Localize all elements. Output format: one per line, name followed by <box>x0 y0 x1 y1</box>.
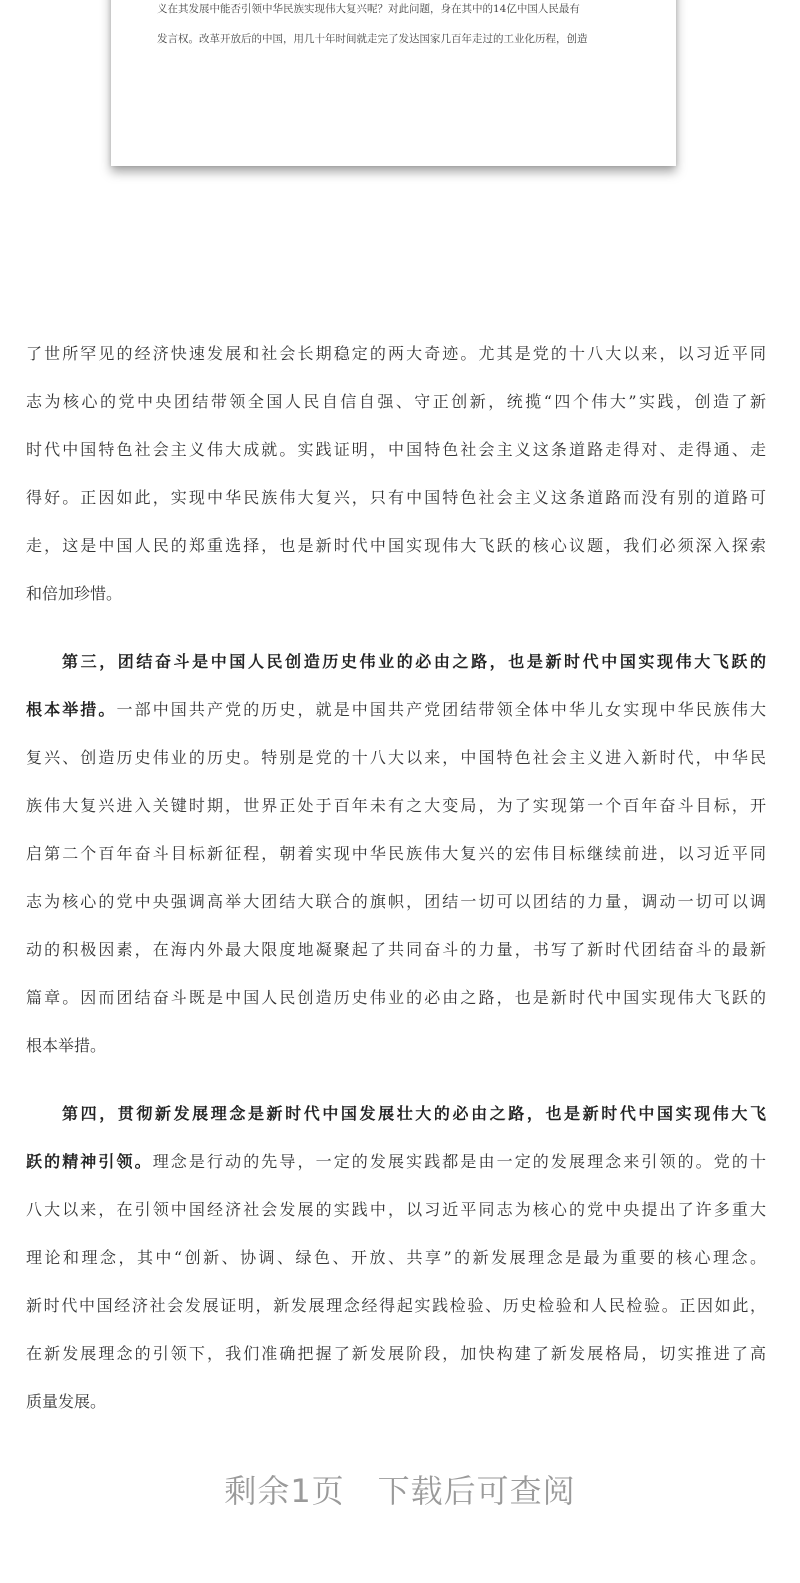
text-line: 动的积极因素，在海内外最大限度地凝聚起了共同奋斗的力量，书写了新时代团结奋斗的最新 <box>26 940 766 959</box>
text-line: 根本举措。 <box>26 1036 107 1055</box>
text-line: 篇章。因而团结奋斗既是中国人民创造历史伟业的必由之路，也是新时代中国实现伟大飞跃的 <box>26 988 766 1007</box>
text-line: 启第二个百年奋斗目标新征程，朝着实现中华民族伟大复兴的宏伟目标继续前进，以习近平同 <box>26 844 766 863</box>
article-body <box>26 330 766 1426</box>
text-line: 八大以来，在引领中国经济社会发展的实践中，以习近平同志为核心的党中央提出了许多重大 <box>26 1200 766 1219</box>
remaining-pages-prompt[interactable]: 剩余1页 下载后可查阅 <box>224 1472 576 1510</box>
text-line: 在新发展理念的引领下，我们准确把握了新发展阶段，加快构建了新发展格局，切实推进了高 <box>26 1344 766 1363</box>
section-heading: 第四，贯彻新发展理念是新时代中国发展壮大的必由之路，也是新时代中国实现伟大飞 <box>62 1104 766 1123</box>
text-line: 复兴、创造历史伟业的历史。特别是党的十八大以来，中国特色社会主义进入新时代，中华民 <box>26 748 766 767</box>
paragraph-1 <box>26 330 766 618</box>
text-span: 一部中国共产党的历史，就是中国共产党团结带领全体中华儿女实现中华民族伟大 <box>116 700 766 719</box>
paragraph-3 <box>26 1090 766 1426</box>
text-span: 理念是行动的先导，一定的发展实践都是由一定的发展理念来引领的。党的十 <box>152 1152 766 1171</box>
section-heading-end: 根本举措。 <box>26 700 117 719</box>
text-line: 理论和理念，其中“创新、协调、绿色、开放、共享”的新发展理念是最为重要的核心理念。 <box>26 1248 766 1267</box>
text-line: 新时代中国经济社会发展证明，新发展理念经得起实践检验、历史检验和人民检验。正因如此， <box>26 1296 766 1315</box>
text-line: 志为核心的党中央团结带领全国人民自信自强、守正创新，统揽“四个伟大”实践，创造了新 <box>26 392 766 411</box>
section-heading-end: 跃的精神引领。 <box>26 1152 153 1171</box>
text-line: 和倍加珍惜。 <box>26 584 123 603</box>
preview-line: 义在其发展中能否引领中华民族实现伟大复兴呢？对此问题，身在其中的14亿中国人民最有 <box>157 3 580 15</box>
preview-page-card <box>111 0 676 166</box>
text-line: 时代中国特色社会主义伟大成就。实践证明，中国特色社会主义这条道路走得对、走得通、走 <box>26 440 766 459</box>
text-line: 志为核心的党中央强调高举大团结大联合的旗帜，团结一切可以团结的力量，调动一切可以调 <box>26 892 766 911</box>
section-heading: 第三，团结奋斗是中国人民创造历史伟业的必由之路，也是新时代中国实现伟大飞跃的 <box>62 652 766 671</box>
text-line <box>26 1138 766 1186</box>
text-line: 质量发展。 <box>26 1392 107 1411</box>
text-line: 了世所罕见的经济快速发展和社会长期稳定的两大奇迹。尤其是党的十八大以来，以习近平同 <box>26 344 766 363</box>
preview-line: 发言权。改革开放后的中国，用几十年时间就走完了发达国家几百年走过的工业化历程，创造 <box>157 33 588 45</box>
text-line <box>26 686 766 734</box>
text-line: 得好。正因如此，实现中华民族伟大复兴，只有中国特色社会主义这条道路而没有别的道路可 <box>26 488 766 507</box>
text-line: 走，这是中国人民的郑重选择，也是新时代中国实现伟大飞跃的核心议题，我们必须深入探索 <box>26 536 766 555</box>
text-line: 族伟大复兴进入关键时期，世界正处于百年未有之大变局，为了实现第一个百年奋斗目标，开 <box>26 796 766 815</box>
paragraph-2 <box>26 638 766 1070</box>
